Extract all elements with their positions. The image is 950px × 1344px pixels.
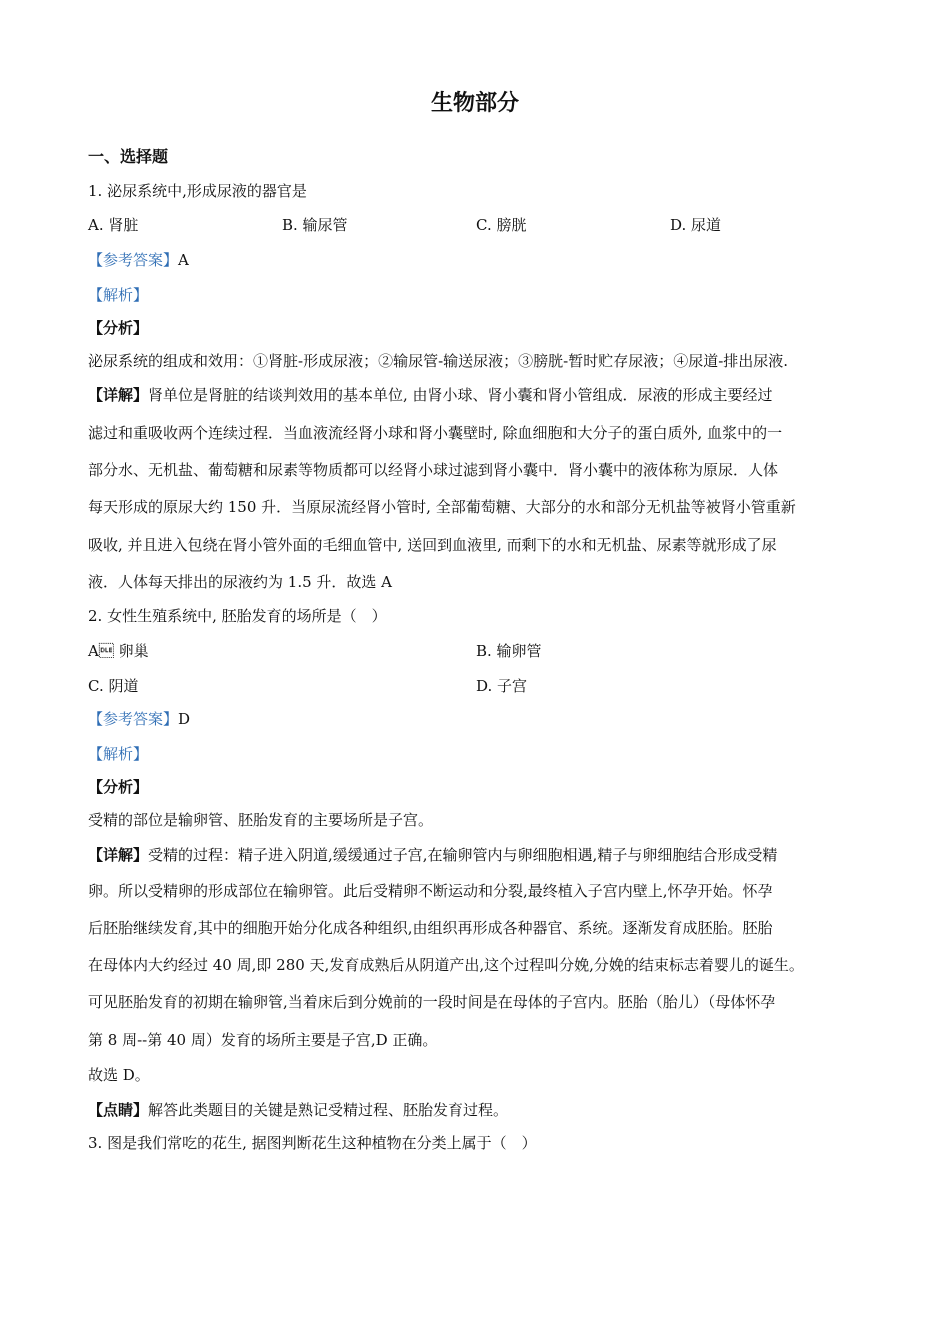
q2-detail-line: 第 8 周--第 40 周）发育的场所主要是子宫,D 正确。 — [88, 1031, 438, 1049]
q2-detail-line: 卵。所以受精卵的形成部位在输卵管。此后受精卵不断运动和分裂,最终植入子宫内壁上,怀孕开始。怀孕 — [88, 882, 773, 900]
q1-detail-line — [88, 385, 773, 405]
q1-detail-line: 吸收, 并且进入包绕在肾小管外面的毛细血管中, 送回到血液里, 而剩下的水和无机盐、尿素等就形成了尿 — [88, 536, 777, 554]
detail-text: 受精的过程：精子进入阴道,缓缓通过子宫,在输卵管内与卵细胞相遇,精子与卵细胞结合形成受精 — [148, 846, 778, 864]
q1-detail-line: 部分水、无机盐、葡萄糖和尿素等物质都可以经肾小球过滤到肾小囊中．肾小囊中的液体称为原尿．人体 — [88, 461, 779, 479]
q1-fenxi-text: 泌尿系统的组成和效用：①肾脏-形成尿液；②输尿管-输送尿液；③膀胱-暂时贮存尿液；④尿道-排出尿液. — [88, 352, 789, 370]
q2-fenxi-text: 受精的部位是输卵管、胚胎发育的主要场所是子宫。 — [88, 811, 434, 829]
q1-option-b: B. 输尿管 — [282, 216, 348, 234]
q1-analysis-label: 【解析】 — [88, 286, 149, 304]
q2-conclusion: 故选 D。 — [88, 1066, 150, 1084]
q1-option-c: C. 膀胱 — [476, 216, 527, 234]
q1-answer — [88, 250, 189, 270]
answer-label: 【参考答案】 — [88, 251, 179, 269]
detail-text: 肾单位是肾脏的结谈判效用的基本单位, 由肾小球、肾小囊和肾小管组成．尿液的形成主要经过 — [148, 386, 773, 404]
answer-label: 【参考答案】 — [88, 710, 179, 728]
q1-option-d: D. 尿道 — [670, 216, 722, 234]
q2-option-b: B. 输卵管 — [476, 642, 542, 660]
q2-answer — [88, 709, 190, 729]
q1-detail-line: 每天形成的原尿大约 150 升．当原尿流经肾小管时, 全部葡萄糖、大部分的水和部分无机盐等被肾小管重新 — [88, 498, 796, 516]
q2-detail-line: 在母体内大约经过 40 周,即 280 天,发育成熟后从阴道产出,这个过程叫分娩,分娩的结束标志着婴儿的诞生。 — [88, 956, 804, 974]
page-title: 生物部分 — [430, 91, 519, 116]
detail-label: 【详解】 — [88, 386, 149, 404]
dianjing-text: 解答此类题目的关键是熟记受精过程、胚胎发育过程。 — [148, 1101, 509, 1119]
dianjing-label: 【点睛】 — [88, 1101, 149, 1119]
q2-detail-line — [88, 845, 777, 865]
detail-label: 【详解】 — [88, 846, 149, 864]
q1-detail-line: 滤过和重吸收两个连续过程．当血液流经肾小球和肾小囊壁时, 除血细胞和大分子的蛋白质外, 血浆中的一 — [88, 424, 783, 442]
answer-value: A — [178, 251, 189, 269]
section-heading: 一、选择题 — [88, 147, 169, 166]
q2-fenxi-label: 【分析】 — [88, 778, 149, 796]
question-1-stem: 1. 泌尿系统中,形成尿液的器官是 — [88, 182, 307, 200]
q2-dianjing — [88, 1100, 508, 1120]
q1-option-a: A. 肾脏 — [88, 216, 139, 234]
q2-analysis-label: 【解析】 — [88, 745, 149, 763]
q2-option-d: D. 子宫 — [476, 677, 528, 695]
q2-detail-line: 可见胚胎发育的初期在输卵管,当着床后到分娩前的一段时间是在母体的子宫内。胚胎（胎儿）（母体怀孕 — [88, 993, 776, 1011]
question-2-stem: 2. 女性生殖系统中, 胚胎发育的场所是（ ） — [88, 607, 387, 625]
q1-fenxi-label: 【分析】 — [88, 319, 149, 337]
answer-value: D — [178, 710, 191, 728]
q2-option-a: A 卵巢 — [88, 642, 149, 660]
q2-option-c: C. 阴道 — [88, 677, 139, 695]
question-3-stem: 3. 图是我们常吃的花生, 据图判断花生这种植物在分类上属于（ ） — [88, 1134, 537, 1152]
q2-detail-line: 后胚胎继续发育,其中的细胞开始分化成各种组织,由组织再形成各种器官、系统。逐渐发育成胚胎。胚胎 — [88, 919, 773, 937]
q1-detail-line: 液．人体每天排出的尿液约为 1.5 升．故选 A — [88, 573, 392, 591]
